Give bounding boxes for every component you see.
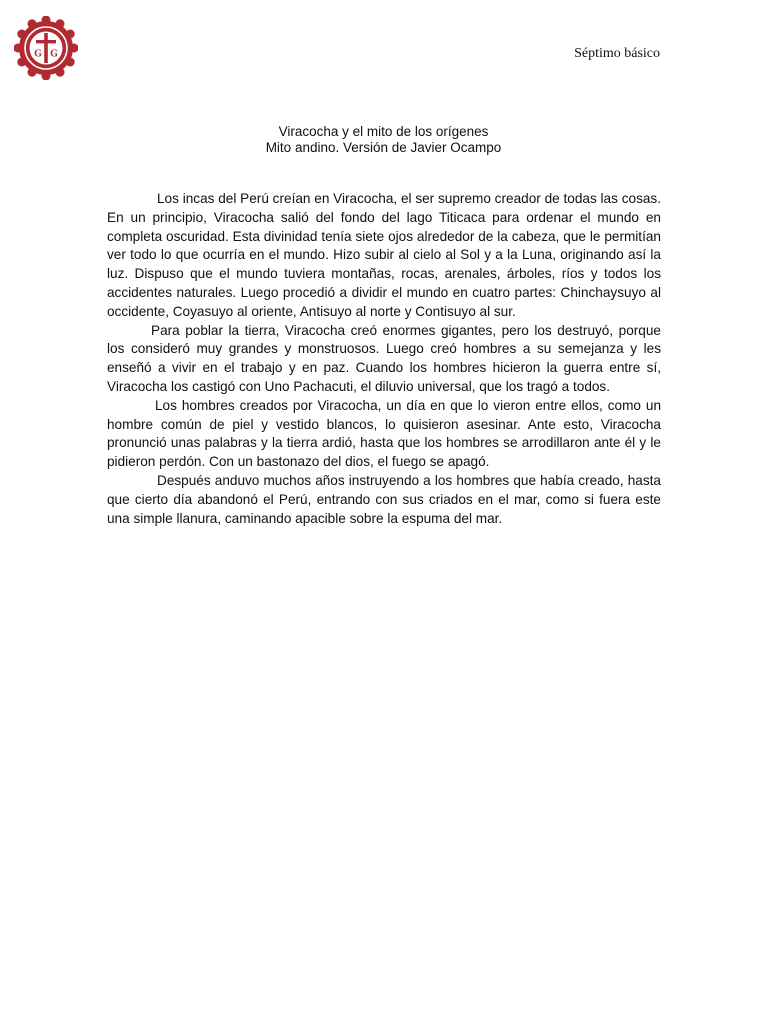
paragraph: Para poblar la tierra, Viracocha creó enormes gigantes, pero los destruyó, porque los consideró muy grandes y monstruosos. Luego creó hombres a su semejanza y les enseñó a vivir en el trabajo y en paz. Cuando los hombres hicieron la guerra entre sí, Viracocha los castigó con Uno Pachacuti, el diluvio universal, que los tragó a todos. [107,322,661,394]
document-subtitle: Mito andino. Versión de Javier Ocampo [265,140,502,155]
crest-letter-right: G [50,48,58,60]
document-heading [107,124,660,156]
paragraph: Después anduvo muchos años instruyendo a los hombres que había creado, hasta que cierto día abandonó el Perú, entrando con sus criados en el mar, como si fuera este una simple llanura, caminando apacible sobre la espuma del mar. [107,472,661,526]
document-body [107,190,661,528]
document-title: Viracocha y el mito de los orígenes [278,124,489,139]
school-crest-icon [14,16,78,80]
crest-letter-left: G [34,48,42,60]
grade-label: Séptimo básico [574,46,660,61]
paragraph: Los incas del Perú creían en Viracocha, el ser supremo creador de todas las cosas. En un principio, Viracocha salió del fondo del lago Titicaca para ordenar el mundo en completa oscuridad. Esta divinidad tenía siete ojos alrededor de la cabeza, que le permitían ver todo lo que ocurría en el mundo. Hizo subir al cielo al Sol y a la Luna, originando así la luz. Dispuso que el mundo tuviera montañas, rocas, arenales, árboles, ríos y todos los accidentes naturales. Luego procedió a dividir el mundo en cuatro partes: Chinchaysuyo al occidente, Coyasuyo al oriente, Antisuyo al norte y Contisuyo al sur. [107,191,661,319]
paragraph: Los hombres creados por Viracocha, un día en que lo vieron entre ellos, como un hombre común de piel y vestido blancos, lo quisieron asesinar. Ante esto, Viracocha pronunció unas palabras y la tierra ardió, hasta que los hombres se arrodillaron ante él y le pidieron perdón. Con un bastonazo del dios, el fuego se apagó. [107,397,661,470]
